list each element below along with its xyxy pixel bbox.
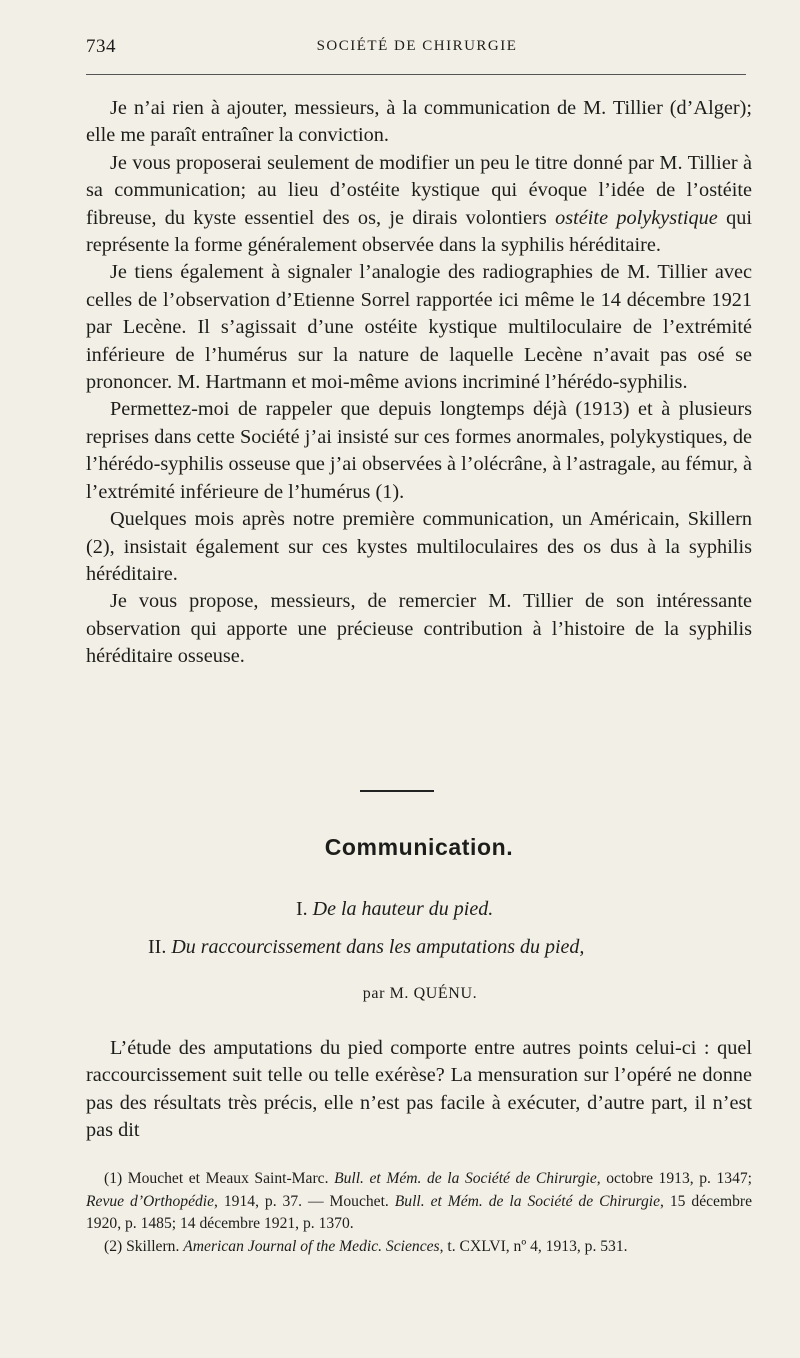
paragraph: Je vous propose, messieurs, de remercier M. Tillier de son intéressante observation qui apporte une précieuse contribution à l’histoire de la syphilis héréditaire osseuse. (86, 590, 752, 668)
paragraph: L’étude des amputations du pied comporte entre autres points celui-ci : quel raccourcissement suit telle ou telle exérèse? La mensuration sur l’opéré ne donne pas des résultats très précis, elle n’est pas facile à exécuter, d’autre part, il n’est pas dit (86, 1037, 752, 1142)
footnote-2 (86, 1236, 752, 1259)
title-numeral: II. (148, 936, 167, 958)
footnote-text: , 1914, p. 37. — Mouchet. (214, 1192, 395, 1210)
footnote-text: , 15 décembre 1920, p. 1485; 14 décembre 1921, p. 1370. (86, 1192, 752, 1233)
section-heading: Communication. (324, 834, 514, 860)
paragraph (86, 150, 752, 260)
title-numeral: I. (296, 898, 308, 920)
italic-term: ostéite polykystique (555, 206, 718, 229)
footnote-1 (86, 1168, 752, 1236)
paragraph: Quelques mois après notre première communication, un Américain, Skillern (2), insistait également sur ces kystes multiloculaires des os dus à la syphilis héréditaire. (86, 508, 752, 585)
paragraph: Je n’ai rien à ajouter, messieurs, à la communication de M. Tillier (d’Alger); elle me paraît entraîner la conviction. (86, 97, 752, 147)
article-title-1 (296, 898, 493, 921)
discussion-text (86, 95, 752, 671)
footnote-text: , octobre 1913, p. 1347; (596, 1170, 752, 1187)
communication-text (86, 1035, 752, 1145)
paragraph: Je tiens également à signaler l’analogie des radiographies de M. Tillier avec celles de l’observation d’Etienne Sorrel rapportée ici même le 14 décembre 1921 par Lecène. Il s’agissait d’une ostéite kystique multiloculaire de l’extrémité inférieure de l’humérus sur la nature de laquelle Lecène n’avait pas osé se prononcer. M. Hartmann et moi-même avions incriminé l’hérédo-syphilis. (86, 261, 752, 394)
title-text: Du raccourcissement dans les amputations du pied, (171, 936, 585, 958)
page-number: 734 (86, 36, 116, 57)
footnote-source: American Journal of the Medic. Sciences (183, 1237, 440, 1255)
running-title: SOCIÉTÉ DE CHIRURGIE (316, 38, 518, 54)
footnote-text: (1) Mouchet et Meaux Saint-Marc. (104, 1170, 335, 1187)
footnote-source: Bull. et Mém. de la Société de Chirurgie (394, 1192, 661, 1210)
author-byline: par M. QUÉNU. (362, 985, 478, 1002)
title-text: De la hauteur du pied. (312, 898, 494, 920)
footnote-text: (2) Skillern. (104, 1237, 184, 1255)
paragraph-text: Je vous proposerai seulement de modifier un peu le titre donné par M. Tillier à sa communication; au lieu d’ostéite kystique qui évoque l’idée de l’ostéite fibreuse, du kyste essentiel des os, je dirais volontiers (86, 151, 752, 229)
paragraph-text: qui représente la forme généralement observée dans la syphilis héréditaire. (86, 206, 752, 257)
footnote-source: Bull. et Mém. de la Société de Chirurgie (334, 1170, 597, 1187)
footnotes (86, 1168, 752, 1258)
running-head (86, 36, 748, 60)
section-separator (360, 790, 434, 792)
header-rule (86, 74, 746, 75)
footnote-text: , t. CXLVI, nº 4, 1913, p. 531. (439, 1237, 628, 1255)
paragraph: Permettez-moi de rappeler que depuis longtemps déjà (1913) et à plusieurs reprises dans cette Société j’ai insisté sur ces formes anormales, polykystiques, de l’hérédo-syphilis osseuse que j’ai observées à l’olécrâne, à l’astragale, au fémur, à l’extrémité inférieure de l’humérus (1). (86, 398, 752, 503)
article-title-2 (148, 936, 584, 959)
footnote-source: Revue d’Orthopédie (86, 1192, 215, 1210)
